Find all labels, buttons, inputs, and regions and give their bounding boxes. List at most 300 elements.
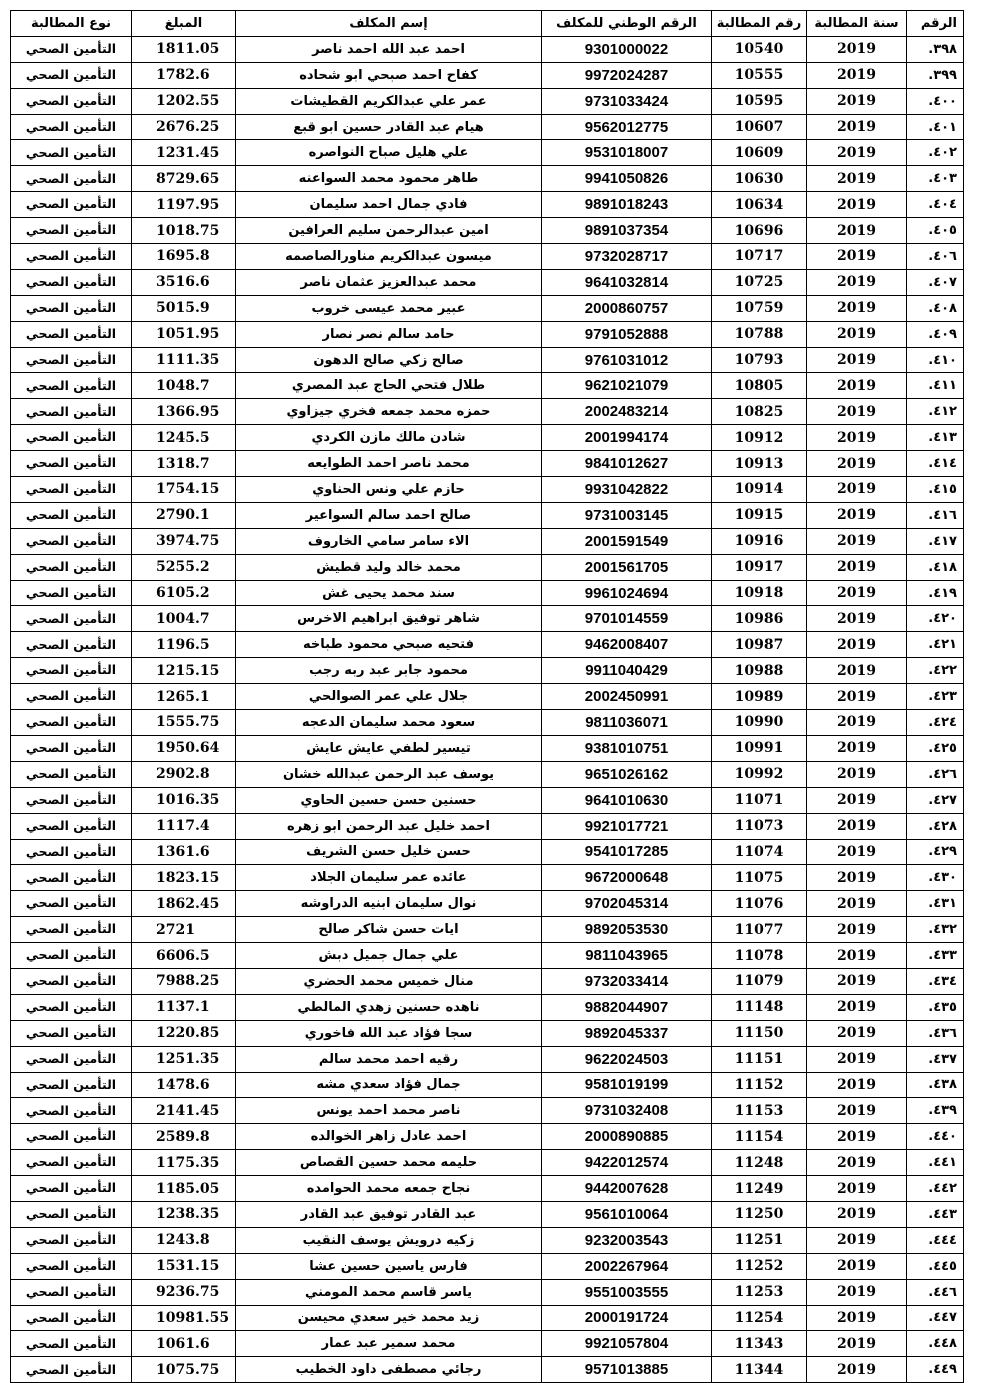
cell-claim-no: 11252 xyxy=(712,1253,807,1279)
cell-name: فارس ياسين حسين عشا xyxy=(236,1253,542,1279)
cell-name: شاهر توفيق ابراهيم الاخرس xyxy=(236,606,542,632)
header-year: سنة المطالبة xyxy=(807,11,907,37)
cell-name: علي هليل صباح النواصره xyxy=(236,140,542,166)
cell-year: 2019 xyxy=(807,166,907,192)
cell-claim-type: التأمين الصحي xyxy=(11,891,132,917)
cell-year: 2019 xyxy=(807,761,907,787)
cell-claim-no: 10987 xyxy=(712,632,807,658)
cell-national-id: 9911040429 xyxy=(542,658,712,684)
cell-claim-no: 10788 xyxy=(712,321,807,347)
cell-amount: 1117.4 xyxy=(132,813,236,839)
cell-amount: 1754.15 xyxy=(132,477,236,503)
cell-amount: 2721 xyxy=(132,917,236,943)
cell-national-id: 2001561705 xyxy=(542,554,712,580)
cell-claim-type: التأمين الصحي xyxy=(11,1201,132,1227)
cell-amount: 6606.5 xyxy=(132,943,236,969)
cell-num: ٣٩٨. xyxy=(907,36,964,62)
cell-year: 2019 xyxy=(807,36,907,62)
table-row xyxy=(11,166,964,192)
cell-year: 2019 xyxy=(807,1305,907,1331)
cell-year: 2019 xyxy=(807,813,907,839)
cell-amount: 1197.95 xyxy=(132,192,236,218)
cell-amount: 3516.6 xyxy=(132,269,236,295)
cell-name: حسنين حسن حسين الحاوي xyxy=(236,787,542,813)
cell-national-id: 9891018243 xyxy=(542,192,712,218)
cell-claim-type: التأمين الصحي xyxy=(11,787,132,813)
cell-claim-type: التأمين الصحي xyxy=(11,269,132,295)
cell-num: ٤١٥. xyxy=(907,477,964,503)
cell-name: هيام عبد القادر حسين ابو قبع xyxy=(236,114,542,140)
cell-num: ٤٢٧. xyxy=(907,787,964,813)
cell-num: ٤٣١. xyxy=(907,891,964,917)
table-row xyxy=(11,244,964,270)
table-row xyxy=(11,554,964,580)
cell-national-id: 9462008407 xyxy=(542,632,712,658)
cell-num: ٤١٣. xyxy=(907,425,964,451)
cell-claim-no: 10992 xyxy=(712,761,807,787)
cell-claim-type: التأمين الصحي xyxy=(11,865,132,891)
cell-year: 2019 xyxy=(807,917,907,943)
cell-year: 2019 xyxy=(807,787,907,813)
table-row xyxy=(11,1150,964,1176)
cell-name: سجا فؤاد عبد الله فاخوري xyxy=(236,1020,542,1046)
cell-claim-type: التأمين الصحي xyxy=(11,321,132,347)
cell-claim-no: 10915 xyxy=(712,502,807,528)
cell-name: عائده عمر سليمان الجلاد xyxy=(236,865,542,891)
cell-amount: 1185.05 xyxy=(132,1176,236,1202)
cell-claim-no: 10988 xyxy=(712,658,807,684)
cell-name: الاء سامر سامي الخاروف xyxy=(236,528,542,554)
cell-year: 2019 xyxy=(807,295,907,321)
cell-claim-type: التأمين الصحي xyxy=(11,1124,132,1150)
table-row xyxy=(11,813,964,839)
cell-amount: 1220.85 xyxy=(132,1020,236,1046)
cell-amount: 1950.64 xyxy=(132,735,236,761)
cell-national-id: 9581019199 xyxy=(542,1072,712,1098)
cell-amount: 5255.2 xyxy=(132,554,236,580)
cell-claim-no: 10759 xyxy=(712,295,807,321)
cell-national-id: 9841012627 xyxy=(542,451,712,477)
cell-national-id: 2002483214 xyxy=(542,399,712,425)
cell-name: احمد خليل عبد الرحمن ابو زهره xyxy=(236,813,542,839)
cell-num: ٤٤٤. xyxy=(907,1227,964,1253)
cell-name: صالح زكي صالح الدهون xyxy=(236,347,542,373)
cell-claim-type: التأمين الصحي xyxy=(11,1305,132,1331)
cell-national-id: 9972024287 xyxy=(542,62,712,88)
cell-claim-type: التأمين الصحي xyxy=(11,606,132,632)
cell-year: 2019 xyxy=(807,1227,907,1253)
cell-year: 2019 xyxy=(807,891,907,917)
table-row xyxy=(11,477,964,503)
cell-claim-type: التأمين الصحي xyxy=(11,166,132,192)
cell-claim-type: التأمين الصحي xyxy=(11,917,132,943)
cell-claim-type: التأمين الصحي xyxy=(11,580,132,606)
cell-year: 2019 xyxy=(807,1331,907,1357)
cell-claim-no: 11250 xyxy=(712,1201,807,1227)
cell-year: 2019 xyxy=(807,528,907,554)
cell-claim-no: 11251 xyxy=(712,1227,807,1253)
cell-national-id: 2001994174 xyxy=(542,425,712,451)
cell-amount: 1048.7 xyxy=(132,373,236,399)
cell-year: 2019 xyxy=(807,632,907,658)
cell-claim-type: التأمين الصحي xyxy=(11,451,132,477)
cell-num: ٤٢٦. xyxy=(907,761,964,787)
cell-claim-type: التأمين الصحي xyxy=(11,62,132,88)
cell-claim-type: التأمين الصحي xyxy=(11,1253,132,1279)
table-row xyxy=(11,1098,964,1124)
cell-claim-no: 11253 xyxy=(712,1279,807,1305)
cell-claim-type: التأمين الصحي xyxy=(11,88,132,114)
cell-national-id: 9301000022 xyxy=(542,36,712,62)
cell-claim-type: التأمين الصحي xyxy=(11,425,132,451)
cell-claim-type: التأمين الصحي xyxy=(11,477,132,503)
cell-name: جمال فؤاد سعدي مشه xyxy=(236,1072,542,1098)
cell-amount: 7988.25 xyxy=(132,968,236,994)
cell-year: 2019 xyxy=(807,1098,907,1124)
cell-name: ايات حسن شاكر صالح xyxy=(236,917,542,943)
table-row xyxy=(11,684,964,710)
cell-claim-no: 11248 xyxy=(712,1150,807,1176)
cell-claim-no: 10917 xyxy=(712,554,807,580)
cell-claim-no: 10912 xyxy=(712,425,807,451)
cell-claim-no: 10717 xyxy=(712,244,807,270)
cell-num: ٤٢٩. xyxy=(907,839,964,865)
cell-name: حازم علي ونس الحناوي xyxy=(236,477,542,503)
cell-claim-no: 10607 xyxy=(712,114,807,140)
cell-year: 2019 xyxy=(807,1201,907,1227)
table-row xyxy=(11,192,964,218)
cell-name: محمد خالد وليد قطيش xyxy=(236,554,542,580)
cell-national-id: 9732033414 xyxy=(542,968,712,994)
cell-national-id: 9941050826 xyxy=(542,166,712,192)
cell-claim-type: التأمين الصحي xyxy=(11,295,132,321)
table-row xyxy=(11,865,964,891)
cell-amount: 1245.5 xyxy=(132,425,236,451)
cell-name: شادن مالك مازن الكردي xyxy=(236,425,542,451)
cell-amount: 1175.35 xyxy=(132,1150,236,1176)
cell-amount: 8729.65 xyxy=(132,166,236,192)
cell-amount: 1215.15 xyxy=(132,658,236,684)
cell-num: ٤٣٨. xyxy=(907,1072,964,1098)
cell-claim-type: التأمين الصحي xyxy=(11,192,132,218)
cell-amount: 1782.6 xyxy=(132,62,236,88)
cell-national-id: 9761031012 xyxy=(542,347,712,373)
cell-name: صالح احمد سالم السواعير xyxy=(236,502,542,528)
cell-national-id: 9442007628 xyxy=(542,1176,712,1202)
cell-num: ٤٣٧. xyxy=(907,1046,964,1072)
cell-year: 2019 xyxy=(807,218,907,244)
table-row xyxy=(11,1201,964,1227)
cell-amount: 3974.75 xyxy=(132,528,236,554)
table-row xyxy=(11,735,964,761)
table-row xyxy=(11,1253,964,1279)
table-row xyxy=(11,943,964,969)
cell-amount: 1823.15 xyxy=(132,865,236,891)
cell-amount: 1061.6 xyxy=(132,1331,236,1357)
cell-claim-type: التأمين الصحي xyxy=(11,502,132,528)
cell-claim-type: التأمين الصحي xyxy=(11,1176,132,1202)
cell-national-id: 9551003555 xyxy=(542,1279,712,1305)
cell-national-id: 9622024503 xyxy=(542,1046,712,1072)
cell-national-id: 9541017285 xyxy=(542,839,712,865)
cell-amount: 1361.6 xyxy=(132,839,236,865)
cell-name: ناصر محمد احمد يونس xyxy=(236,1098,542,1124)
cell-claim-no: 10918 xyxy=(712,580,807,606)
cell-claim-type: التأمين الصحي xyxy=(11,528,132,554)
cell-amount: 10981.55 xyxy=(132,1305,236,1331)
cell-name: سند محمد يحيى غش xyxy=(236,580,542,606)
cell-amount: 1366.95 xyxy=(132,399,236,425)
cell-num: ٤٢٨. xyxy=(907,813,964,839)
cell-amount: 1811.05 xyxy=(132,36,236,62)
cell-claim-type: التأمين الصحي xyxy=(11,839,132,865)
cell-num: ٤٤٦. xyxy=(907,1279,964,1305)
cell-claim-type: التأمين الصحي xyxy=(11,373,132,399)
cell-name: جلال علي عمر الصوالحي xyxy=(236,684,542,710)
header-national-id: الرقم الوطني للمكلف xyxy=(542,11,712,37)
cell-amount: 1862.45 xyxy=(132,891,236,917)
table-row xyxy=(11,917,964,943)
cell-national-id: 9732028717 xyxy=(542,244,712,270)
cell-claim-type: التأمين الصحي xyxy=(11,684,132,710)
cell-claim-no: 11153 xyxy=(712,1098,807,1124)
cell-claim-no: 10805 xyxy=(712,373,807,399)
cell-amount: 1238.35 xyxy=(132,1201,236,1227)
cell-num: ٤٣٦. xyxy=(907,1020,964,1046)
table-row xyxy=(11,787,964,813)
cell-national-id: 9731032408 xyxy=(542,1098,712,1124)
header-claim-no: رقم المطالبة xyxy=(712,11,807,37)
cell-name: امين عبدالرحمن سليم العرافين xyxy=(236,218,542,244)
cell-year: 2019 xyxy=(807,425,907,451)
table-row xyxy=(11,425,964,451)
cell-year: 2019 xyxy=(807,684,907,710)
cell-year: 2019 xyxy=(807,865,907,891)
cell-claim-type: التأمين الصحي xyxy=(11,218,132,244)
cell-national-id: 9422012574 xyxy=(542,1150,712,1176)
cell-claim-no: 11075 xyxy=(712,865,807,891)
cell-amount: 1318.7 xyxy=(132,451,236,477)
cell-name: طاهر محمود محمد السواعنه xyxy=(236,166,542,192)
cell-claim-no: 11071 xyxy=(712,787,807,813)
table-row xyxy=(11,1331,964,1357)
cell-national-id: 2000860757 xyxy=(542,295,712,321)
cell-amount: 1016.35 xyxy=(132,787,236,813)
cell-num: ٤٤٠. xyxy=(907,1124,964,1150)
cell-amount: 1111.35 xyxy=(132,347,236,373)
cell-name: عبد القادر توفيق عبد القادر xyxy=(236,1201,542,1227)
cell-claim-no: 11343 xyxy=(712,1331,807,1357)
cell-num: ٤٤١. xyxy=(907,1150,964,1176)
cell-amount: 2902.8 xyxy=(132,761,236,787)
cell-name: ياسر قاسم محمد المومني xyxy=(236,1279,542,1305)
cell-national-id: 9641032814 xyxy=(542,269,712,295)
cell-claim-type: التأمين الصحي xyxy=(11,554,132,580)
cell-year: 2019 xyxy=(807,399,907,425)
table-row xyxy=(11,114,964,140)
cell-name: حمزه محمد جمعه فخري جيزاوي xyxy=(236,399,542,425)
cell-amount: 1051.95 xyxy=(132,321,236,347)
cell-year: 2019 xyxy=(807,1253,907,1279)
cell-claim-no: 11074 xyxy=(712,839,807,865)
cell-num: ٤٢٢. xyxy=(907,658,964,684)
header-amount: المبلغ xyxy=(132,11,236,37)
cell-year: 2019 xyxy=(807,943,907,969)
cell-num: ٤٠٥. xyxy=(907,218,964,244)
cell-year: 2019 xyxy=(807,321,907,347)
cell-num: ٤٠٧. xyxy=(907,269,964,295)
cell-num: ٤١٤. xyxy=(907,451,964,477)
cell-year: 2019 xyxy=(807,606,907,632)
cell-claim-type: التأمين الصحي xyxy=(11,761,132,787)
cell-national-id: 9921017721 xyxy=(542,813,712,839)
cell-name: نوال سليمان ابنيه الدراوشه xyxy=(236,891,542,917)
cell-claim-no: 10609 xyxy=(712,140,807,166)
cell-name: احمد عادل زاهر الخوالده xyxy=(236,1124,542,1150)
cell-name: كفاح احمد صبحي ابو شحاده xyxy=(236,62,542,88)
cell-claim-no: 10793 xyxy=(712,347,807,373)
cell-national-id: 9701014559 xyxy=(542,606,712,632)
table-row xyxy=(11,399,964,425)
cell-num: ٤٤٨. xyxy=(907,1331,964,1357)
cell-amount: 9236.75 xyxy=(132,1279,236,1305)
cell-national-id: 2000890885 xyxy=(542,1124,712,1150)
cell-name: حسن خليل حسن الشريف xyxy=(236,839,542,865)
cell-year: 2019 xyxy=(807,244,907,270)
cell-national-id: 2002450991 xyxy=(542,684,712,710)
cell-national-id: 9811036071 xyxy=(542,710,712,736)
cell-year: 2019 xyxy=(807,1020,907,1046)
cell-national-id: 9651026162 xyxy=(542,761,712,787)
cell-num: ٤٠٦. xyxy=(907,244,964,270)
cell-name: ميسون عبدالكريم مناورالصاصمه xyxy=(236,244,542,270)
cell-claim-no: 10986 xyxy=(712,606,807,632)
table-row xyxy=(11,1020,964,1046)
cell-year: 2019 xyxy=(807,477,907,503)
table-row xyxy=(11,269,964,295)
header-claim-type: نوع المطالبة xyxy=(11,11,132,37)
cell-claim-no: 11148 xyxy=(712,994,807,1020)
cell-num: ٤١٢. xyxy=(907,399,964,425)
cell-claim-no: 10634 xyxy=(712,192,807,218)
cell-national-id: 9381010751 xyxy=(542,735,712,761)
cell-year: 2019 xyxy=(807,710,907,736)
cell-num: ٤٣٩. xyxy=(907,1098,964,1124)
cell-num: ٤٠١. xyxy=(907,114,964,140)
claims-table xyxy=(10,10,964,1383)
cell-claim-no: 11249 xyxy=(712,1176,807,1202)
table-row xyxy=(11,968,964,994)
cell-year: 2019 xyxy=(807,735,907,761)
cell-year: 2019 xyxy=(807,347,907,373)
header-row xyxy=(11,11,964,37)
cell-claim-no: 11150 xyxy=(712,1020,807,1046)
cell-claim-no: 11076 xyxy=(712,891,807,917)
cell-num: ٤٢٥. xyxy=(907,735,964,761)
cell-claim-no: 11073 xyxy=(712,813,807,839)
cell-national-id: 9811043965 xyxy=(542,943,712,969)
cell-claim-type: التأمين الصحي xyxy=(11,1072,132,1098)
table-row xyxy=(11,321,964,347)
cell-year: 2019 xyxy=(807,62,907,88)
cell-claim-no: 10696 xyxy=(712,218,807,244)
cell-national-id: 9672000648 xyxy=(542,865,712,891)
cell-national-id: 9232003543 xyxy=(542,1227,712,1253)
cell-num: ٤١٦. xyxy=(907,502,964,528)
cell-num: ٤١٧. xyxy=(907,528,964,554)
cell-national-id: 9531018007 xyxy=(542,140,712,166)
cell-claim-no: 10991 xyxy=(712,735,807,761)
cell-name: علي جمال جميل دبش xyxy=(236,943,542,969)
cell-national-id: 9931042822 xyxy=(542,477,712,503)
cell-amount: 1196.5 xyxy=(132,632,236,658)
cell-num: ٤٠٠. xyxy=(907,88,964,114)
cell-amount: 2676.25 xyxy=(132,114,236,140)
cell-amount: 1251.35 xyxy=(132,1046,236,1072)
cell-num: ٤١٩. xyxy=(907,580,964,606)
cell-national-id: 9731003145 xyxy=(542,502,712,528)
cell-year: 2019 xyxy=(807,269,907,295)
cell-name: تيسير لطفي عايش عايش xyxy=(236,735,542,761)
cell-num: ٤١١. xyxy=(907,373,964,399)
cell-num: ٤٠٨. xyxy=(907,295,964,321)
cell-national-id: 9571013885 xyxy=(542,1357,712,1383)
cell-claim-no: 11154 xyxy=(712,1124,807,1150)
table-row xyxy=(11,1072,964,1098)
table-row xyxy=(11,62,964,88)
cell-claim-type: التأمين الصحي xyxy=(11,1150,132,1176)
cell-amount: 1695.8 xyxy=(132,244,236,270)
cell-claim-no: 10725 xyxy=(712,269,807,295)
table-row xyxy=(11,502,964,528)
cell-num: ٤٢١. xyxy=(907,632,964,658)
cell-name: ناهده حسنين زهدي المالطي xyxy=(236,994,542,1020)
cell-year: 2019 xyxy=(807,373,907,399)
cell-name: طلال فتحي الحاج عبد المصري xyxy=(236,373,542,399)
cell-year: 2019 xyxy=(807,1046,907,1072)
cell-name: احمد عبد الله احمد ناصر xyxy=(236,36,542,62)
cell-num: ٤٣٥. xyxy=(907,994,964,1020)
cell-national-id: 2000191724 xyxy=(542,1305,712,1331)
cell-national-id: 9702045314 xyxy=(542,891,712,917)
cell-name: نجاح جمعه محمد الحوامده xyxy=(236,1176,542,1202)
table-row xyxy=(11,140,964,166)
cell-name: زيد محمد خير سعدي محيسن xyxy=(236,1305,542,1331)
cell-num: ٤٠٣. xyxy=(907,166,964,192)
cell-amount: 1202.55 xyxy=(132,88,236,114)
cell-claim-type: التأمين الصحي xyxy=(11,399,132,425)
cell-amount: 1018.75 xyxy=(132,218,236,244)
cell-amount: 1555.75 xyxy=(132,710,236,736)
cell-national-id: 9921057804 xyxy=(542,1331,712,1357)
table-row xyxy=(11,1124,964,1150)
cell-year: 2019 xyxy=(807,554,907,580)
cell-claim-type: التأمين الصحي xyxy=(11,735,132,761)
cell-claim-type: التأمين الصحي xyxy=(11,1098,132,1124)
cell-national-id: 2001591549 xyxy=(542,528,712,554)
cell-claim-no: 10913 xyxy=(712,451,807,477)
cell-amount: 1004.7 xyxy=(132,606,236,632)
table-row xyxy=(11,606,964,632)
cell-name: رجائي مصطفى داود الخطيب xyxy=(236,1357,542,1383)
table-row xyxy=(11,1357,964,1383)
table-row xyxy=(11,218,964,244)
cell-year: 2019 xyxy=(807,839,907,865)
cell-year: 2019 xyxy=(807,968,907,994)
cell-national-id: 9561010064 xyxy=(542,1201,712,1227)
cell-num: ٤٤٩. xyxy=(907,1357,964,1383)
cell-amount: 2790.1 xyxy=(132,502,236,528)
